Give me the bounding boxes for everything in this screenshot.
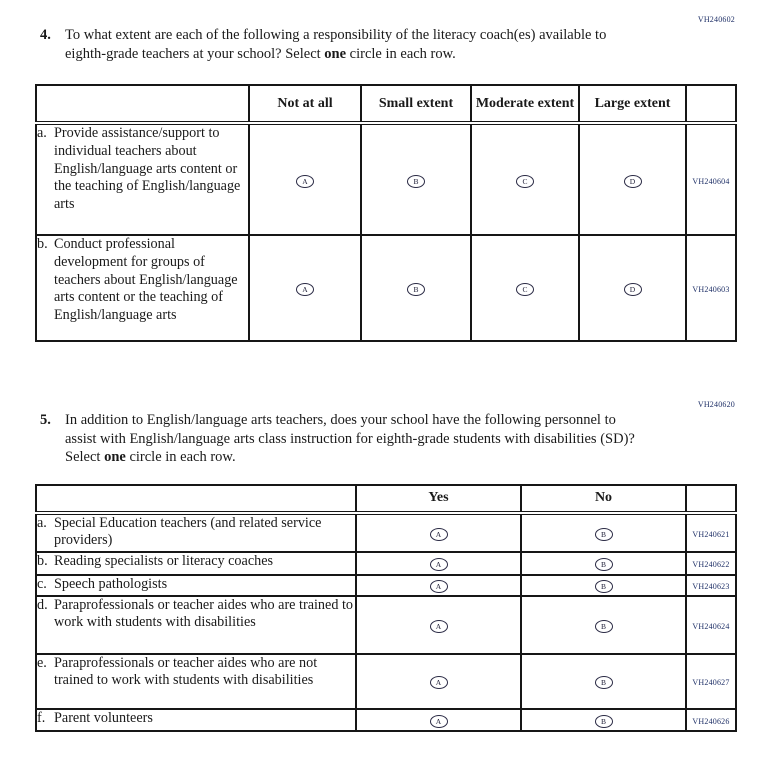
q4-column-not-at-all: Not at all: [249, 85, 361, 123]
row-accession-code: VH240627: [692, 678, 730, 687]
q4-row-a-option-cell: [361, 123, 471, 235]
question-4: [40, 26, 735, 63]
row-letter: b.: [37, 236, 48, 252]
question-4-accession-code: VH240602: [697, 15, 735, 24]
q5-row-e-no-bubble[interactable]: B: [595, 676, 613, 689]
q5-header-empty-cell: [36, 485, 356, 513]
q5-row-f-yes-bubble[interactable]: A: [430, 715, 448, 728]
row-text: Special Education teachers (and related service providers): [54, 514, 322, 549]
question-5-accession-code: VH240620: [697, 400, 735, 409]
q5-row-f-code-cell: [686, 709, 736, 731]
row-text: Conduct professional development for groups of teachers about English/language arts content or the teaching of English/language arts: [54, 236, 238, 324]
q5-row-f-label: [36, 709, 356, 731]
question-5-text-before: In addition to English/language arts teachers, does your school have the following personnel to assist with English/language arts class instruction for eighth-grade students with disabilities (SD)? Select: [65, 412, 635, 465]
question-5: [40, 411, 735, 467]
question-4-response-table: [35, 84, 737, 342]
row-accession-code: VH240603: [692, 285, 730, 294]
q4-row-a-code-cell: [686, 123, 736, 235]
q5-row-d-yes-bubble[interactable]: A: [430, 620, 448, 633]
question-4-text-bold: one: [324, 45, 347, 62]
table-row: [36, 709, 736, 731]
q5-row-e-code-cell: [686, 654, 736, 709]
q5-row-b-yes-bubble[interactable]: A: [430, 558, 448, 571]
q5-row-c-option-cell: [356, 575, 521, 596]
question-5-text: [65, 411, 650, 467]
q4-row-a-option-b-bubble[interactable]: B: [407, 175, 425, 188]
row-letter: b.: [37, 552, 48, 569]
q5-row-a-no-bubble[interactable]: B: [595, 528, 613, 541]
q4-row-b-option-b-bubble[interactable]: B: [407, 283, 425, 296]
q4-row-b-option-cell: [579, 235, 686, 341]
question-4-text: [65, 26, 650, 63]
q5-row-b-code-cell: [686, 552, 736, 575]
q5-row-f-option-cell: [356, 709, 521, 731]
q5-column-yes: Yes: [356, 485, 521, 513]
question-5-number: 5.: [40, 412, 51, 428]
q4-row-a-option-c-bubble[interactable]: C: [516, 175, 534, 188]
q5-row-b-no-bubble[interactable]: B: [595, 558, 613, 571]
q5-row-c-option-cell: [521, 575, 686, 596]
q5-row-d-code-cell: [686, 596, 736, 654]
question-5-code-line: [35, 397, 735, 408]
q5-row-d-option-cell: [521, 596, 686, 654]
q5-row-a-label: [36, 513, 356, 552]
q5-row-d-label: [36, 596, 356, 654]
q5-row-a-option-cell: [521, 513, 686, 552]
row-text: Provide assistance/support to individual teachers about English/language arts content or the teaching of English/language arts: [54, 125, 241, 213]
q5-row-a-yes-bubble[interactable]: A: [430, 528, 448, 541]
q4-row-b-option-cell: [249, 235, 361, 341]
row-text: Paraprofessionals or teacher aides who are not trained to work with students with disabilities: [54, 654, 318, 689]
q4-row-b-option-cell: [361, 235, 471, 341]
row-accession-code: VH240624: [692, 621, 730, 631]
row-text: Parent volunteers: [54, 709, 153, 726]
row-accession-code: VH240604: [692, 176, 730, 186]
q4-row-b-option-d-bubble[interactable]: D: [624, 283, 642, 296]
q4-row-a-option-cell: [471, 123, 579, 235]
q5-row-f-option-cell: [521, 709, 686, 731]
question-5-text-bold: one: [104, 449, 126, 465]
q5-row-e-yes-bubble[interactable]: A: [430, 676, 448, 689]
row-letter: d.: [37, 596, 48, 613]
table-row: [36, 654, 736, 709]
table-row: [36, 123, 736, 235]
q5-header-row: [36, 485, 736, 513]
row-accession-code: VH240621: [692, 529, 730, 539]
q5-row-e-option-cell: [521, 654, 686, 709]
q5-row-d-option-cell: [356, 596, 521, 654]
table-row: [36, 552, 736, 575]
q5-column-no: No: [521, 485, 686, 513]
q4-row-a-option-a-bubble[interactable]: A: [296, 175, 314, 188]
row-text: Reading specialists or literacy coaches: [54, 552, 274, 569]
question-4-text-after: circle in each row.: [346, 45, 456, 62]
q5-row-a-code-cell: [686, 513, 736, 552]
q5-row-c-yes-bubble[interactable]: A: [430, 580, 448, 593]
q4-column-moderate-extent: Moderate extent: [471, 85, 579, 123]
q4-row-a-option-d-bubble[interactable]: D: [624, 175, 642, 188]
q5-row-c-label: [36, 575, 356, 596]
table-row: [36, 235, 736, 341]
q5-row-b-option-cell: [521, 552, 686, 575]
row-text: Speech pathologists: [54, 575, 168, 592]
question-4-number: 4.: [40, 27, 51, 43]
q5-row-c-no-bubble[interactable]: B: [595, 580, 613, 593]
row-letter: f.: [37, 709, 46, 726]
q5-row-b-label: [36, 552, 356, 575]
q5-row-e-option-cell: [356, 654, 521, 709]
q4-row-b-code-cell: [686, 235, 736, 341]
q4-header-row: [36, 85, 736, 123]
q5-row-e-label: [36, 654, 356, 709]
q4-column-large-extent: Large extent: [579, 85, 686, 123]
row-text: Paraprofessionals or teacher aides who are trained to work with students with disabilities: [54, 596, 353, 631]
question-4-code-line: [35, 12, 735, 23]
q4-header-code-cell: [686, 85, 736, 123]
row-accession-code: VH240626: [692, 716, 730, 726]
q5-header-code-cell: [686, 485, 736, 513]
q5-row-c-code-cell: [686, 575, 736, 596]
row-letter: a.: [37, 514, 47, 531]
q4-row-a-label: [36, 123, 249, 235]
q4-row-a-option-cell: [249, 123, 361, 235]
table-row: [36, 513, 736, 552]
table-row: [36, 575, 736, 596]
q4-row-b-label: [36, 235, 249, 341]
table-row: [36, 596, 736, 654]
row-letter: a.: [37, 125, 47, 141]
q5-row-f-no-bubble[interactable]: B: [595, 715, 613, 728]
q5-row-b-option-cell: [356, 552, 521, 575]
q5-row-d-no-bubble[interactable]: B: [595, 620, 613, 633]
q4-row-b-option-c-bubble[interactable]: C: [516, 283, 534, 296]
row-accession-code: VH240622: [692, 560, 730, 569]
question-5-response-table: [35, 484, 737, 732]
question-5-text-after: circle in each row.: [125, 449, 236, 465]
q5-row-a-option-cell: [356, 513, 521, 552]
q4-header-empty-cell: [36, 85, 249, 123]
q4-row-b-option-cell: [471, 235, 579, 341]
q4-column-small-extent: Small extent: [361, 85, 471, 123]
question-4-text-before: To what extent are each of the following a responsibility of the literacy coach(es) available to eighth-grade teachers at your school? Select: [65, 27, 607, 62]
row-letter: e.: [37, 654, 47, 671]
row-accession-code: VH240623: [692, 582, 730, 591]
q4-row-a-option-cell: [579, 123, 686, 235]
row-letter: c.: [37, 575, 47, 592]
q4-row-b-option-a-bubble[interactable]: A: [296, 283, 314, 296]
